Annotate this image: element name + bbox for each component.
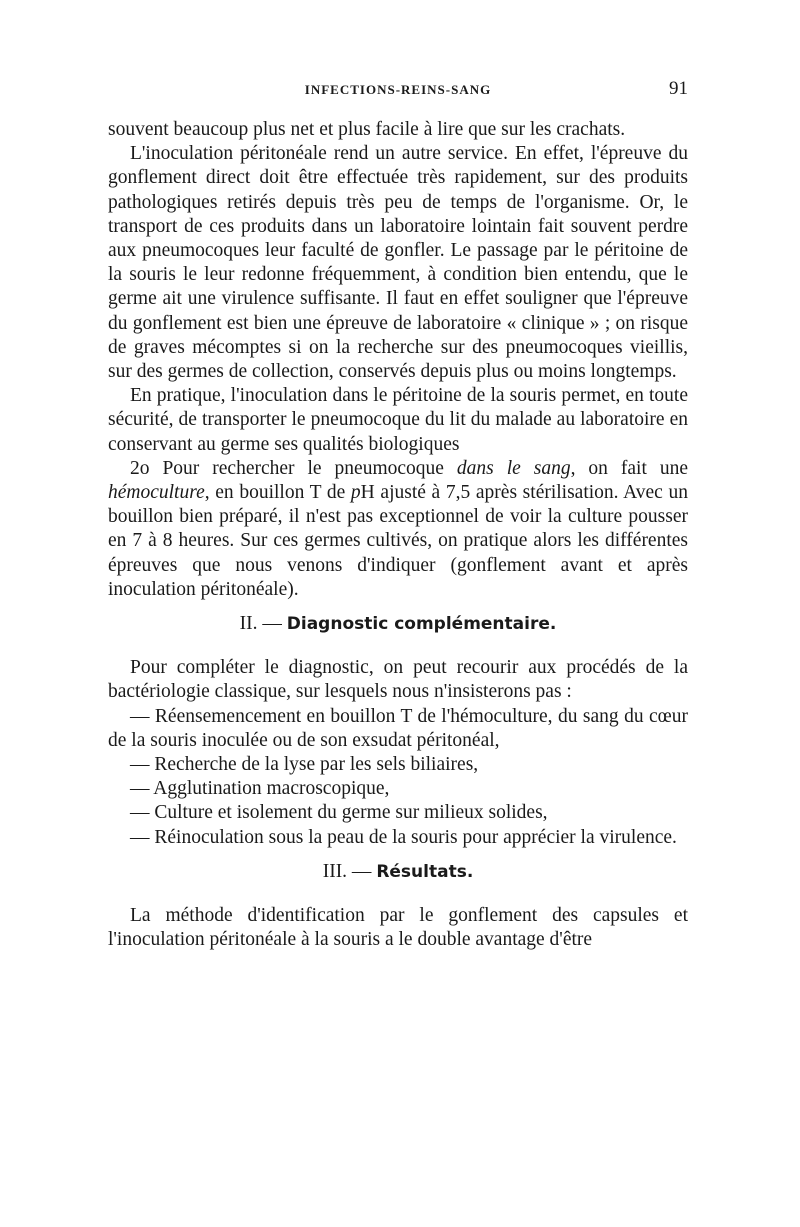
paragraph: Pour compléter le diagnostic, on peut recourir aux procédés de la bactériologie classique, sur lesquels nous n'insisterons pas :: [108, 657, 688, 703]
paragraph: En pratique, l'inoculation dans le péritoine de la souris permet, en toute sécurité, de transporter le pneumocoque du lit du malade au laboratoire en conservant au germe ses qualités biologiques: [108, 385, 688, 455]
text-run: 2o Pour rechercher le pneumocoque: [130, 457, 457, 479]
list-item: — Réinoculation sous la peau de la souris pour apprécier la virulence.: [130, 826, 677, 848]
italic-run: dans le sang: [456, 457, 571, 479]
section-number: II. —: [239, 613, 287, 635]
text-run: , on fait une: [570, 457, 688, 479]
section-number: III. —: [322, 860, 377, 882]
page-header: [108, 78, 688, 102]
text-run: , en bouillon T de: [204, 482, 351, 504]
body-text: [108, 118, 688, 953]
italic-run: p: [350, 482, 361, 504]
text-run: H ajusté à 7,5 après stérilisation. Avec un bouillon bien préparé, il n'est pas exceptionnel de voir la culture pousser en 7 à 8 heures. Sur ces germes cultivés, on pratique alors les différentes épreuves que nous venons d'indiquer (gonflement avant et après inoculation péritonéale).: [108, 482, 688, 600]
section-heading: [108, 860, 688, 884]
running-title: INFECTIONS-REINS-SANG: [304, 82, 492, 97]
paragraph: souvent beaucoup plus net et plus facile à lire que sur les crachats.: [108, 119, 626, 140]
section-title: Diagnostic complémentaire.: [286, 614, 557, 635]
list-item: — Agglutination macroscopique,: [130, 778, 390, 800]
italic-run: hémoculture: [108, 482, 205, 504]
list-item: — Culture et isolement du germe sur milieux solides,: [130, 802, 548, 824]
paragraph: [108, 457, 688, 602]
paragraph: L'inoculation péritonéale rend un autre service. En effet, l'épreuve du gonflement direct doit être effectuée très rapidement, sur des produits pathologiques retirés depuis très peu de temps de l'organisme. Or, le transport de ces produits dans un laboratoire lointain fait souvent perdre aux pneumocoques leur faculté de gonfler. Le passage par le péritoine de la souris le leur redonne fréquemment, à condition bien entendu, que le germe ait une virulence suffisante. Il faut en effet souligner que l'épreuve du gonflement est bien une épreuve de laboratoire « clinique » ; on risque de graves mécomptes si on la recherche sur des pneumocoques vieillis, sur des germes de collection, conservés depuis plus ou moins longtemps.: [108, 143, 688, 383]
section-title: Résultats.: [376, 861, 474, 882]
section-heading: [108, 612, 688, 636]
list-item: — Recherche de la lyse par les sels biliaires,: [130, 754, 479, 776]
page-number: 91: [669, 78, 688, 99]
list-item: — Réensemencement en bouillon T de l'hémoculture, du sang du cœur de la souris inoculée ou de son exsudat péritonéal,: [108, 705, 688, 751]
paragraph: La méthode d'identification par le gonflement des capsules et l'inoculation péritonéale à la souris a le double avantage d'être: [108, 905, 688, 951]
